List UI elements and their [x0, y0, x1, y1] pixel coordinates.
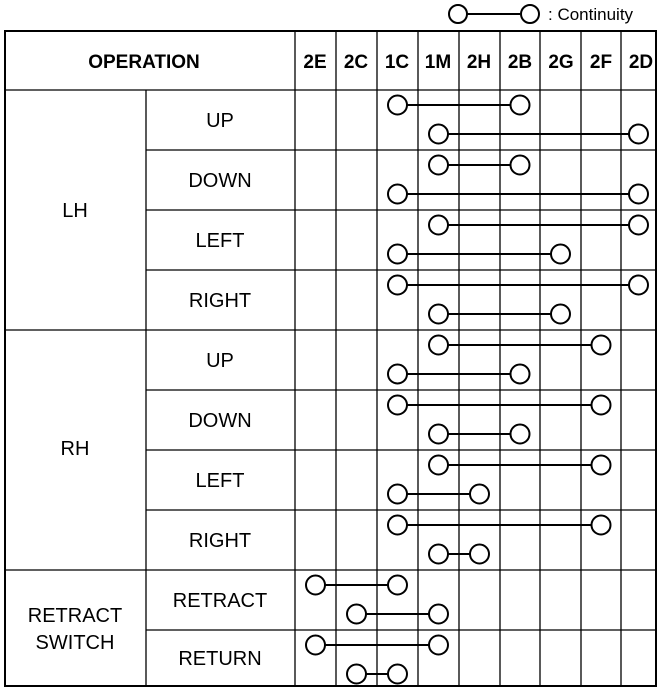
operation-label: RIGHT: [188, 290, 252, 312]
terminal-icon: [388, 485, 407, 504]
group-label-retract-switch-line1: RETRACT: [27, 605, 123, 627]
terminal-icon: [388, 96, 407, 115]
terminal-icon: [388, 185, 407, 204]
terminal-icon: [429, 456, 448, 475]
terminal-icon: [592, 456, 611, 475]
terminal-icon: [347, 665, 366, 684]
terminal-header: 1C: [384, 52, 410, 73]
operation-label: UP: [206, 350, 234, 372]
terminal-header: 2G: [548, 52, 574, 73]
terminal-icon: [429, 125, 448, 144]
terminal-icon: [388, 245, 407, 264]
terminal-header: 2E: [303, 52, 327, 73]
operation-header: OPERATION: [88, 52, 200, 73]
terminal-icon: [429, 425, 448, 444]
legend-terminal-icon: [449, 5, 467, 23]
terminal-header: 2F: [589, 52, 613, 73]
terminal-icon: [429, 305, 448, 324]
terminal-icon: [388, 516, 407, 535]
terminal-icon: [429, 216, 448, 235]
terminal-icon: [511, 365, 530, 384]
terminal-icon: [592, 516, 611, 535]
terminal-icon: [388, 396, 407, 415]
terminal-icon: [470, 485, 489, 504]
terminal-icon: [629, 125, 648, 144]
terminal-header: 2B: [507, 52, 533, 73]
terminal-icon: [629, 216, 648, 235]
terminal-icon: [388, 665, 407, 684]
terminal-icon: [388, 365, 407, 384]
operation-label: LEFT: [195, 470, 245, 492]
operation-label: RETRACT: [172, 590, 268, 612]
terminal-icon: [306, 576, 325, 595]
legend-terminal-icon: [521, 5, 539, 23]
terminal-icon: [511, 156, 530, 175]
operation-label: DOWN: [188, 410, 252, 432]
terminal-icon: [388, 276, 407, 295]
table-frame: [5, 31, 656, 686]
terminal-icon: [511, 425, 530, 444]
terminal-headers: [303, 52, 653, 73]
operation-label: RIGHT: [188, 530, 252, 552]
terminal-icon: [429, 336, 448, 355]
terminal-icon: [388, 576, 407, 595]
terminal-icon: [629, 276, 648, 295]
terminal-icon: [470, 545, 489, 564]
terminal-icon: [306, 636, 325, 655]
table-grid: [5, 31, 656, 686]
terminal-header: 1M: [424, 52, 452, 73]
operation-label: RETURN: [178, 648, 262, 670]
legend: [449, 5, 634, 24]
operation-label: LEFT: [195, 230, 245, 252]
operation-label: UP: [206, 110, 234, 132]
terminal-icon: [511, 96, 530, 115]
terminal-icon: [347, 605, 366, 624]
terminal-icon: [592, 336, 611, 355]
terminal-icon: [429, 605, 448, 624]
terminal-icon: [429, 545, 448, 564]
group-label-lh: LH: [62, 200, 88, 222]
terminal-header: 2C: [343, 52, 369, 73]
legend-label: : Continuity: [548, 5, 634, 24]
terminal-icon: [551, 245, 570, 264]
group-label-retract-switch-line2: SWITCH: [35, 632, 115, 654]
operation-label: DOWN: [188, 170, 252, 192]
terminal-icon: [551, 305, 570, 324]
terminal-header: 2H: [466, 52, 492, 73]
terminal-icon: [629, 185, 648, 204]
group-label-rh: RH: [60, 438, 90, 460]
terminal-icon: [592, 396, 611, 415]
terminal-icon: [429, 636, 448, 655]
terminal-icon: [429, 156, 448, 175]
terminal-header: 2D: [628, 52, 654, 73]
